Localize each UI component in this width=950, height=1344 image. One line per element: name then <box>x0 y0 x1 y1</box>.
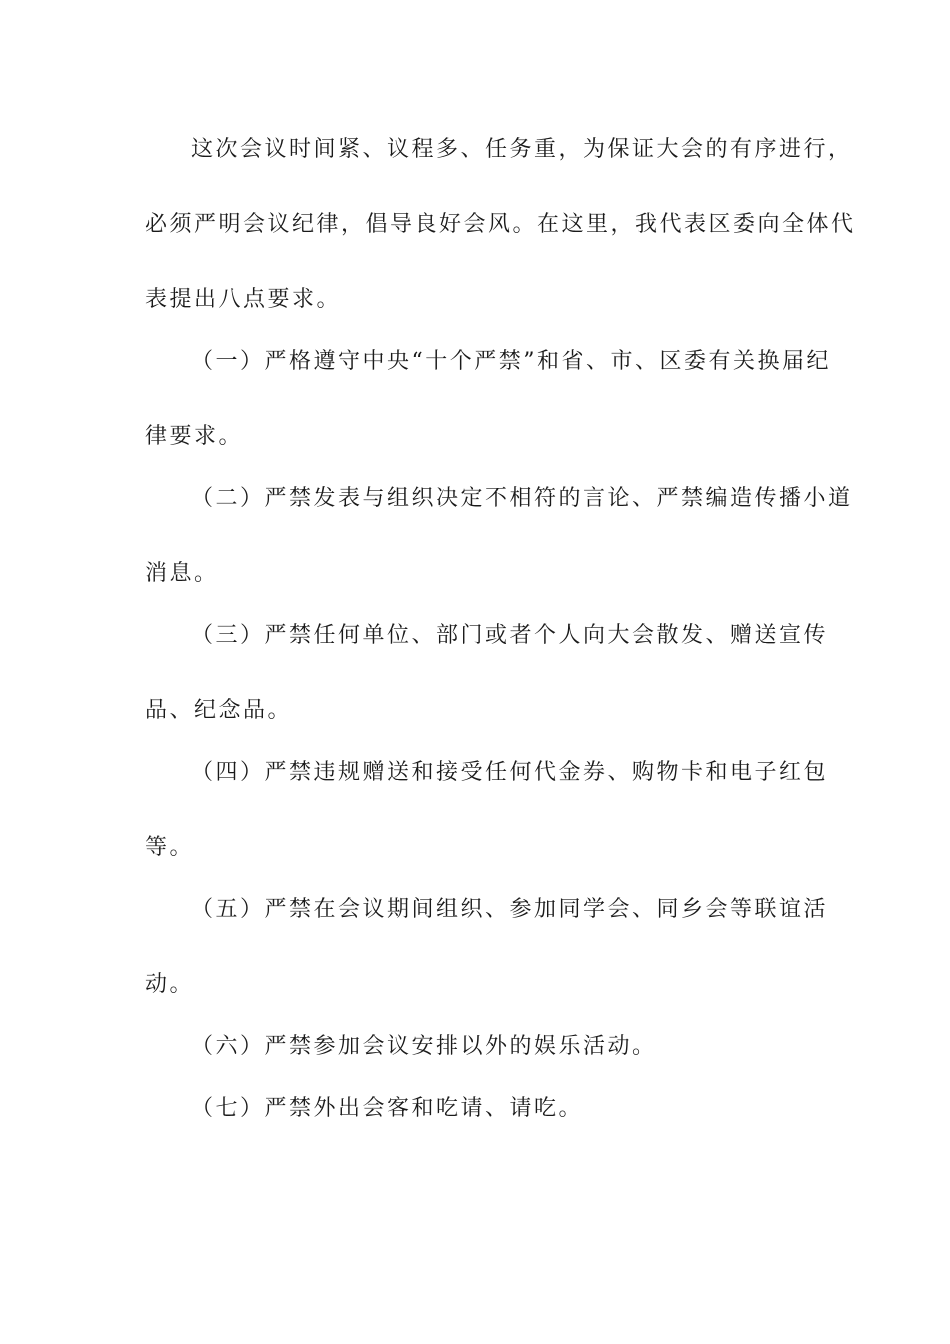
paragraph-line: （二）严禁发表与组织决定不相符的言论、严禁编造传播小道 <box>191 486 853 511</box>
paragraph-intro <box>145 127 856 323</box>
paragraph-line: （七）严禁外出会客和吃请、请吃。 <box>191 1096 584 1121</box>
paragraph-line: （五）严禁在会议期间组织、参加同学会、同乡会等联谊活 <box>191 897 829 922</box>
paragraph-item-1 <box>145 339 831 460</box>
paragraph-line: 必须严明会议纪律，倡导良好会风。在这里，我代表区委向全体代 <box>145 212 856 237</box>
paragraph-line: （一）严格遵守中央“十个严禁”和省、市、区委有关换届纪 <box>191 349 831 374</box>
paragraph-item-4 <box>145 750 829 871</box>
paragraph-line: 这次会议时间紧、议程多、任务重，为保证大会的有序进行， <box>191 137 853 162</box>
paragraph-line: 表提出八点要求。 <box>145 287 342 312</box>
document-body <box>145 127 856 1132</box>
paragraph-line: 消息。 <box>145 561 219 586</box>
paragraph-line: （四）严禁违规赠送和接受任何代金券、购物卡和电子红包 <box>191 760 829 785</box>
paragraph-line: 律要求。 <box>145 424 244 449</box>
paragraph-item-3 <box>145 613 829 734</box>
paragraph-line: （六）严禁参加会议安排以外的娱乐活动。 <box>191 1034 657 1059</box>
paragraph-item-7 <box>145 1086 805 1132</box>
paragraph-line: 品、纪念品。 <box>145 698 293 723</box>
paragraph-item-5 <box>145 887 829 1008</box>
paragraph-line: 等。 <box>145 835 195 860</box>
paragraph-line: 动。 <box>145 972 195 997</box>
paragraph-item-2 <box>145 476 853 597</box>
paragraph-line: （三）严禁任何单位、部门或者个人向大会散发、赠送宣传 <box>191 623 829 648</box>
paragraph-item-6 <box>145 1024 805 1070</box>
